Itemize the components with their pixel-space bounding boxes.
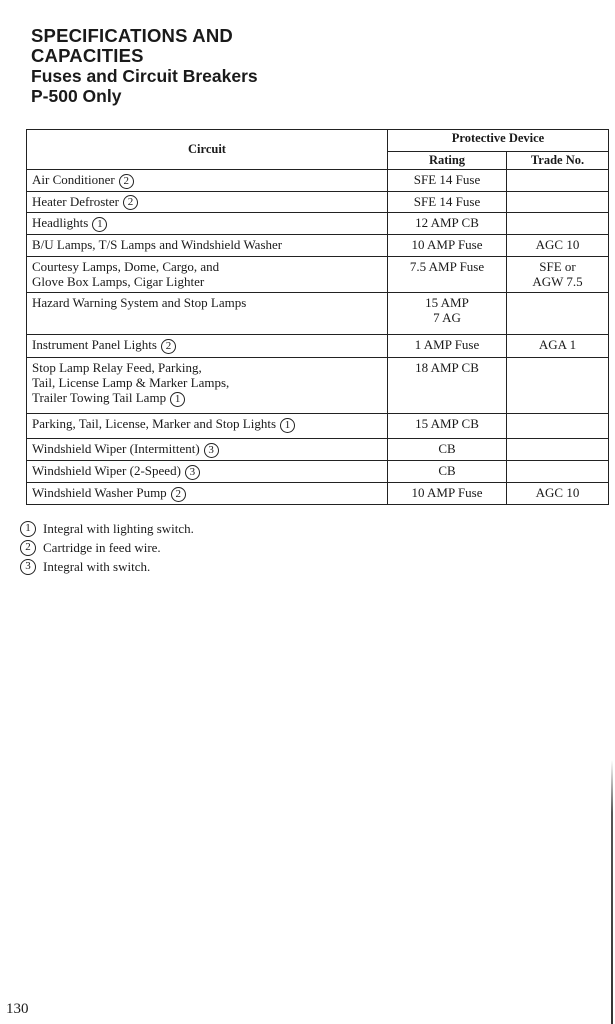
circuit-text: Windshield Wiper (Intermittent) xyxy=(32,441,200,457)
rating-text: 10 AMP Fuse xyxy=(411,485,483,501)
footnote-number: 3 xyxy=(20,559,36,575)
header-protective-device: Protective Device xyxy=(388,130,609,152)
rating-text: 7.5 AMP Fuse xyxy=(409,259,485,275)
footnote-marker: 1 xyxy=(170,392,185,407)
heading-line-4: P-500 Only xyxy=(31,86,122,106)
footnotes xyxy=(20,519,194,576)
circuit-text: Stop Lamp Relay Feed, Parking, xyxy=(32,360,202,376)
table-row xyxy=(27,170,609,192)
table-row xyxy=(27,235,609,257)
rating-text: SFE 14 Fuse xyxy=(413,172,481,187)
footnote xyxy=(20,538,194,557)
rating-cell xyxy=(388,191,507,213)
table-header xyxy=(27,130,609,170)
circuit-text: Tail, License Lamp & Marker Lamps, xyxy=(32,375,230,391)
footnote-number: 1 xyxy=(20,521,36,537)
footnote-marker: 2 xyxy=(123,195,138,210)
rating-cell xyxy=(388,358,507,414)
circuit-text: Trailer Towing Tail Lamp xyxy=(32,390,167,406)
footnote-marker: 1 xyxy=(280,418,295,433)
table-row xyxy=(27,483,609,505)
rating-cell xyxy=(388,213,507,235)
circuit-cell xyxy=(27,191,388,213)
header-circuit: Circuit xyxy=(27,130,388,170)
circuit-cell xyxy=(27,439,388,461)
circuit-cell xyxy=(27,213,388,235)
table-body xyxy=(27,170,609,505)
rating-cell xyxy=(388,439,507,461)
footnote-marker: 2 xyxy=(161,339,176,354)
footnote-marker: 1 xyxy=(92,217,107,232)
trade-cell xyxy=(507,191,609,213)
trade-cell xyxy=(507,335,609,358)
heading-line-2: CAPACITIES xyxy=(31,45,144,66)
rating-text: 18 AMP CB xyxy=(415,360,479,376)
rating-cell xyxy=(388,335,507,358)
trade-text: AGA 1 xyxy=(538,337,577,353)
page-number: 130 xyxy=(6,1001,29,1017)
header-rating: Rating xyxy=(388,152,507,170)
circuit-text: Hazard Warning System and Stop Lamps xyxy=(32,295,247,311)
rating-text: 1 AMP Fuse xyxy=(414,337,480,353)
trade-cell xyxy=(507,439,609,461)
circuit-text: Windshield Wiper (2-Speed) xyxy=(32,463,181,479)
circuit-text: Instrument Panel Lights xyxy=(32,337,157,353)
heading-line-1: SPECIFICATIONS AND xyxy=(31,25,233,46)
rating-cell xyxy=(388,170,507,192)
table-row xyxy=(27,293,609,335)
rating-cell xyxy=(388,483,507,505)
circuit-text: Windshield Washer Pump xyxy=(32,485,167,501)
trade-cell xyxy=(507,235,609,257)
circuit-cell xyxy=(27,358,388,414)
footnote xyxy=(20,557,194,576)
circuit-cell xyxy=(27,257,388,293)
rating-text: CB xyxy=(438,441,456,457)
circuit-cell xyxy=(27,293,388,335)
circuit-cell xyxy=(27,235,388,257)
trade-cell xyxy=(507,170,609,192)
circuit-text: Headlights xyxy=(32,215,89,231)
trade-cell xyxy=(507,293,609,335)
circuit-cell xyxy=(27,170,388,192)
circuit-text: B/U Lamps, T/S Lamps and Windshield Washer xyxy=(32,237,283,253)
table-row xyxy=(27,414,609,439)
heading-line-3: Fuses and Circuit Breakers xyxy=(31,66,258,86)
trade-text: SFE or xyxy=(539,259,576,275)
footnote-marker: 2 xyxy=(171,487,186,502)
rating-text: 12 AMP CB xyxy=(415,215,479,231)
rating-text: SFE 14 Fuse xyxy=(413,193,481,209)
footnote-text: Integral with switch. xyxy=(43,559,151,574)
fuse-table xyxy=(26,129,609,505)
footnote xyxy=(20,519,194,538)
circuit-cell xyxy=(27,335,388,358)
circuit-text: Parking, Tail, License, Marker and Stop Lights xyxy=(32,416,276,432)
rating-cell xyxy=(388,235,507,257)
trade-text: AGC 10 xyxy=(535,237,580,253)
table-row xyxy=(27,439,609,461)
rating-text: 10 AMP Fuse xyxy=(411,237,483,253)
rating-cell xyxy=(388,414,507,439)
page-heading xyxy=(31,26,258,106)
circuit-text: Courtesy Lamps, Dome, Cargo, and xyxy=(32,259,220,275)
table-row xyxy=(27,191,609,213)
trade-cell xyxy=(507,213,609,235)
circuit-text: Glove Box Lamps, Cigar Lighter xyxy=(32,274,205,290)
table-row xyxy=(27,213,609,235)
trade-cell xyxy=(507,257,609,293)
page-edge-shadow xyxy=(611,760,613,1024)
trade-text: AGC 10 xyxy=(535,485,580,501)
trade-cell xyxy=(507,414,609,439)
rating-cell xyxy=(388,293,507,335)
rating-text: 15 AMP CB xyxy=(415,416,479,432)
table-row xyxy=(27,358,609,414)
circuit-text: Heater Defroster xyxy=(32,193,119,209)
footnote-marker: 2 xyxy=(119,174,134,189)
trade-text: AGW 7.5 xyxy=(532,274,583,290)
trade-cell xyxy=(507,461,609,483)
circuit-cell xyxy=(27,414,388,439)
footnote-text: Integral with lighting switch. xyxy=(43,521,194,536)
rating-cell xyxy=(388,461,507,483)
footnote-text: Cartridge in feed wire. xyxy=(43,540,161,555)
trade-cell xyxy=(507,483,609,505)
trade-cell xyxy=(507,358,609,414)
rating-text: 7 AG xyxy=(433,310,461,326)
table-row xyxy=(27,335,609,358)
circuit-cell xyxy=(27,483,388,505)
footnote-marker: 3 xyxy=(204,443,219,458)
footnote-marker: 3 xyxy=(185,465,200,480)
rating-cell xyxy=(388,257,507,293)
circuit-cell xyxy=(27,461,388,483)
circuit-text: Air Conditioner xyxy=(32,172,115,187)
rating-text: CB xyxy=(438,463,456,479)
table-row xyxy=(27,257,609,293)
footnote-number: 2 xyxy=(20,540,36,556)
header-trade-no: Trade No. xyxy=(507,152,609,170)
table-row xyxy=(27,461,609,483)
rating-text: 15 AMP xyxy=(425,295,469,311)
